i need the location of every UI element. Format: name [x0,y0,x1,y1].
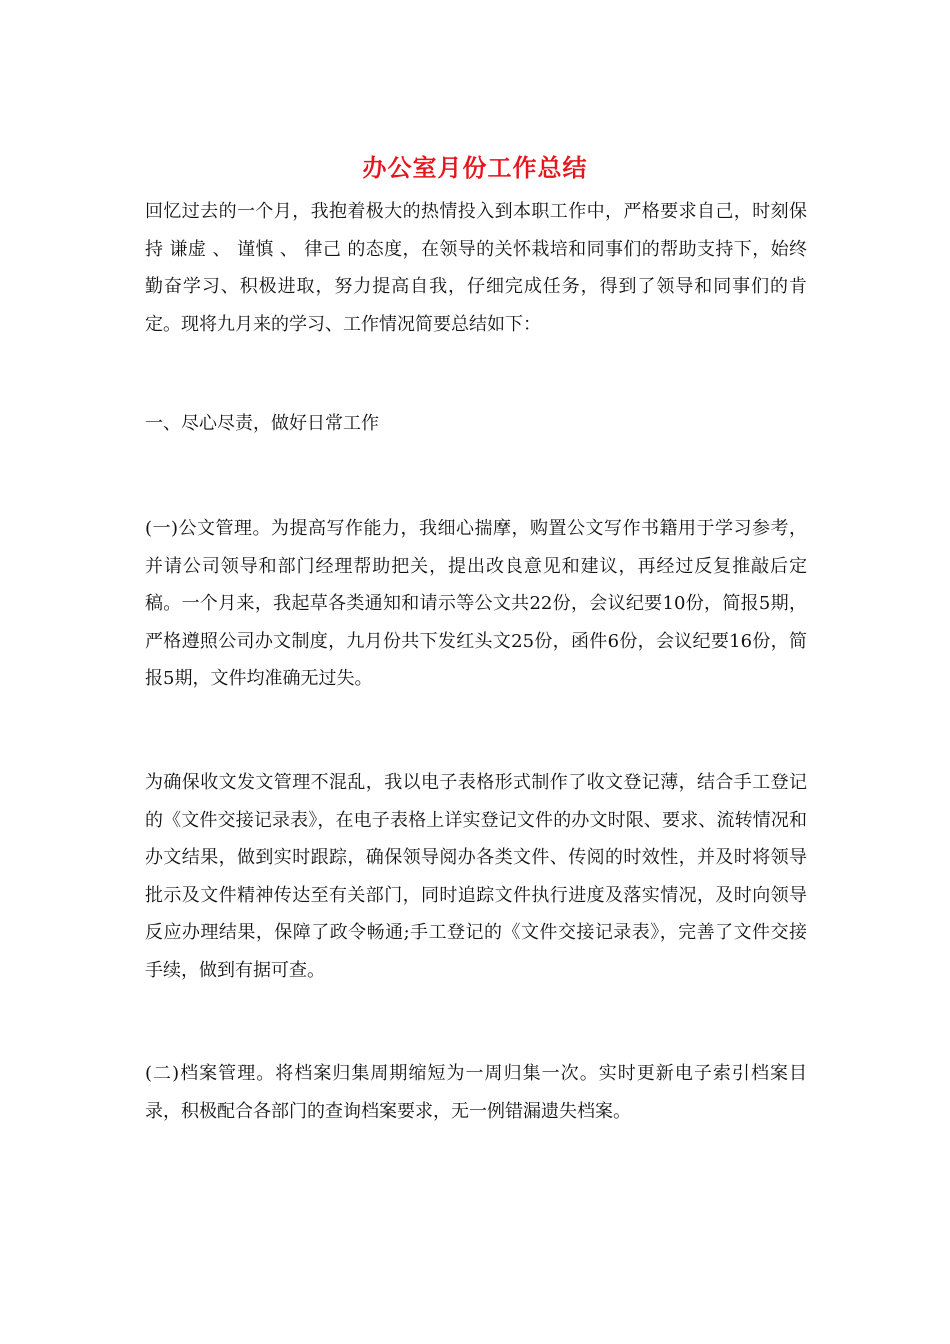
document-title: 办公室月份工作总结 [362,153,588,182]
subsection-2-paragraph: (二)档案管理。将档案归集周期缩短为一周归集一次。实时更新电子索引档案目录，积极配合各部门的查询档案要求，无一例错漏遗失档案。 [145,1063,807,1122]
intro-paragraph: 回忆过去的一个月，我抱着极大的热情投入到本职工作中，严格要求自己，时刻保持 谦虚 、 谨慎 、 律己 的态度，在领导的关怀栽培和同事们的帮助支持下，始终勤奋学习、积极进取，努力提高自我，仔细完成任务，得到了领导和同事们的肯定。现将九月来的学习、工作情况简要总结如下： [145,201,807,335]
section-heading-1: 一、尽心尽责，做好日常工作 [145,413,379,434]
subsection-1-continuation-paragraph: 为确保收文发文管理不混乱，我以电子表格形式制作了收文登记薄，结合手工登记的《文件交接记录表》，在电子表格上详实登记文件的办文时限、要求、流转情况和办文结果，做到实时跟踪，确保领导阅办各类文件、传阅的时效性，并及时将领导批示及文件精神传达至有关部门，同时追踪文件执行进度及落实情况，及时向领导反应办理结果，保障了政令畅通;手工登记的《文件交接记录表》，完善了文件交接手续，做到有据可查。 [145,772,807,981]
subsection-1-paragraph: (一)公文管理。为提高写作能力，我细心揣摩，购置公文写作书籍用于学习参考，并请公司领导和部门经理帮助把关，提出改良意见和建议，再经过反复推敲后定稿。一个月来，我起草各类通知和请示等公文共22份，会议纪要10份，简报5期，严格遵照公司办文制度，九月份共下发红头文25份，函件6份，会议纪要16份，简报5期，文件均准确无过失。 [145,518,807,689]
